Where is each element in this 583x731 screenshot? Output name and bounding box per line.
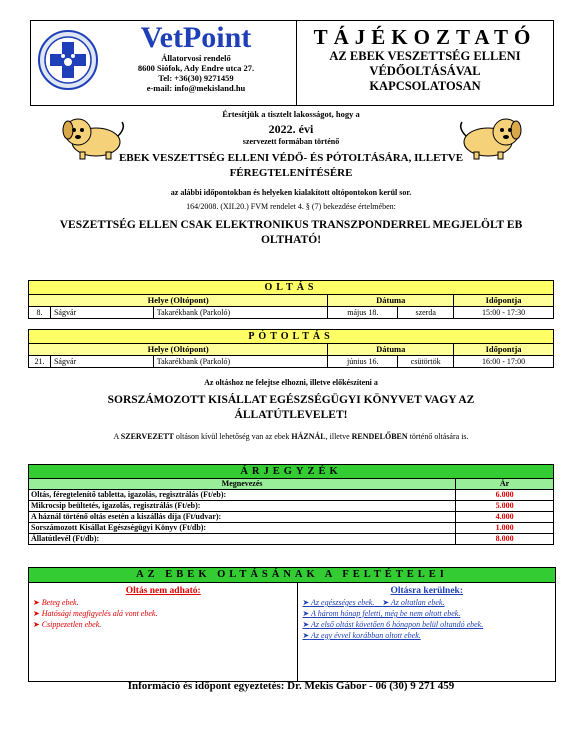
intro-line-4: 164/2008. (XII.20.) FVM rendelet 4. § (7) bekezdése értelmében: [186, 202, 396, 211]
table-row [29, 501, 554, 512]
price-name: Oltás, féregtelenítő tabletta, igazolás, regisztrálás (Ft/eb): [29, 490, 456, 501]
arrow-bullet-icon: ➤ [302, 609, 310, 618]
list-item: ➤ Beteg ebek. [33, 598, 79, 607]
cell-date: június 16. [328, 356, 398, 368]
table-row [29, 523, 554, 534]
cell-date: május 18. [328, 307, 398, 319]
price-name: Sorszámozott Kisállat Egészségügyi Könyv (Ft/db): [29, 523, 456, 534]
arrow-bullet-icon: ➤ [33, 620, 40, 629]
middle-line-2-b1: SZERVEZETT [120, 432, 174, 441]
price-name: Mikrocsip beültetés, igazolás, regisztrálás (Ft/eb): [29, 501, 456, 512]
middle-line-2 [28, 431, 554, 443]
list-item: ➤ Az egy évvel korábban oltott ebek. [302, 631, 421, 640]
table-row [29, 534, 554, 545]
conditions-not-col [29, 583, 298, 681]
potoltas-title: PÓTOLTÁS [29, 330, 554, 344]
intro-heading-2b: OLTHATÓ! [260, 234, 322, 246]
price-value: 1.000 [456, 523, 554, 534]
conditions-not-title: Oltás nem adható: [125, 586, 201, 596]
price-value: 5.000 [456, 501, 554, 512]
price-name: A háznál történő oltás esetén a kiszállás díja (Ft/udvar): [29, 512, 456, 523]
price-value: 4.000 [456, 512, 554, 523]
arrow-bullet-icon: ➤ [302, 620, 310, 629]
conditions-box [28, 567, 556, 682]
list-item: ➤ Csippezetlen ebek. [33, 620, 102, 629]
intro-year: 2022. évi [268, 122, 314, 136]
price-name: Állatútlevél (Ft/db): [29, 534, 456, 545]
cell-place: Takarékbank (Parkoló) [153, 356, 328, 368]
arrow-bullet-icon: ➤ [302, 598, 310, 607]
oltas-title: OLTÁS [29, 281, 554, 295]
footer-contact: Információ és időpont egyeztetés: Dr. Mekis Gábor - 06 (30) 9 271 459 [127, 680, 455, 692]
cell-village: Ságvár [50, 356, 153, 368]
middle-line-2-mid: oltáson kívül lehetőség van az ebek [173, 432, 292, 441]
conditions-yes-title: Oltásra kerülnek: [390, 586, 464, 596]
potoltas-col-place: Helye (Oltópont) [29, 344, 328, 356]
potoltas-col-time: Időpontja [454, 344, 554, 356]
brand-block [101, 23, 291, 93]
intro-heading-1a: EBEK VESZETTSÉG ELLENI VÉDŐ- ÉS PÓTOLTÁSÁRA, ILLETVE [118, 152, 464, 164]
list-item: ➤ Az első oltást követően 6 hónapon belül oltandó ebek. [302, 620, 484, 629]
middle-line-1: Az oltáshoz ne felejtse elhozni, illetve előkészíteni a [204, 378, 378, 387]
intro-heading-2a: VESZETTSÉG ELLEN CSAK ELEKTRONIKUS TRANSZPONDERREL MEGJELÖLT EB [59, 219, 523, 231]
list-item: ➤ A három hónap feletti, még be nem oltott ebek. [302, 609, 461, 618]
arrow-bullet-icon: ➤ [382, 598, 390, 607]
cell-village: Ságvár [50, 307, 153, 319]
intro-heading-1b: FÉREGTELENÍTÉSÉRE [229, 167, 353, 179]
table-row [29, 490, 554, 501]
price-table [28, 464, 554, 545]
oltas-col-time: Időpontja [454, 295, 554, 307]
table-row [29, 307, 554, 319]
doc-title: TÁJÉKOZTATÓ [313, 25, 537, 49]
oltas-col-place: Helye (Oltópont) [29, 295, 328, 307]
conditions-title: AZ EBEK OLTÁSÁNAK A FELTÉTELEI [29, 568, 555, 583]
list-item: ➤ Hatósági megfigyelés alá vont ebek. [33, 609, 158, 618]
table-row [29, 512, 554, 523]
oltas-table [28, 280, 554, 319]
potoltas-col-date: Dátuma [328, 344, 454, 356]
price-value: 6.000 [456, 490, 554, 501]
brand-sub: Állatorvosi rendelő [161, 53, 231, 63]
cell-num: 21. [29, 356, 51, 368]
middle-line-2-post: történő oltására is. [407, 432, 469, 441]
header-right [297, 21, 553, 105]
cell-num: 8. [29, 307, 51, 319]
header-left [31, 21, 297, 105]
cell-time: 16:00 - 17:00 [454, 356, 554, 368]
brand-tel: Tel: +36(30) 9271459 [158, 73, 234, 83]
cell-time: 15:00 - 17:30 [454, 307, 554, 319]
intro-line-2: szervezett formában történő [242, 137, 340, 146]
price-title: ÁRJEGYZÉK [29, 465, 554, 479]
arrow-bullet-icon: ➤ [302, 631, 310, 640]
cell-day: csütörtök [398, 356, 454, 368]
oltas-col-date: Dátuma [328, 295, 454, 307]
price-col-price: Ár [456, 479, 554, 490]
intro-line-1: Értesítjük a tisztelt lakosságot, hogy a [222, 109, 360, 119]
vet-cross-logo-icon [37, 29, 99, 91]
table-row [29, 356, 554, 368]
potoltas-table [28, 329, 554, 368]
doc-subtitle-2: VÉDŐOLTÁSÁVAL [369, 64, 481, 78]
price-col-name: Megnevezés [29, 479, 456, 490]
middle-line-2-b2: HÁZNÁL [291, 432, 326, 441]
cell-place: Takarékbank (Parkoló) [153, 307, 328, 319]
conditions-yes-col [298, 583, 555, 681]
middle-line-2-b3: RENDELŐBEN [351, 432, 408, 441]
arrow-bullet-icon: ➤ [33, 598, 40, 607]
cell-day: szerda [398, 307, 454, 319]
intro-line-3: az alábbi időpontokban és helyeken kialakított oltópontokon kerül sor. [170, 188, 412, 197]
brand-name: VetPoint [140, 21, 252, 54]
arrow-bullet-icon: ➤ [33, 609, 40, 618]
intro-block [30, 108, 552, 248]
brand-email: e-mail: info@mekisland.hu [146, 83, 246, 93]
brand-address: 8600 Siófok, Ady Endre utca 27. [137, 63, 255, 73]
middle-heading-b: ÁLLATÚTLEVELET! [234, 409, 348, 421]
doc-subtitle-1: AZ EBEK VESZETTSÉG ELLENI [329, 49, 521, 63]
middle-line-2-mid2: , illetve [325, 432, 352, 441]
price-value: 8.000 [456, 534, 554, 545]
middle-block [28, 377, 554, 443]
list-item: ➤ Az egészséges ebek. ➤ Az oltatlan ebek. [302, 598, 445, 607]
doc-subtitle-3: KAPCSOLATOSAN [369, 79, 481, 93]
middle-line-2-pre: A [113, 432, 121, 441]
middle-heading-a: SORSZÁMOZOTT KISÁLLAT EGÉSZSÉGÜGYI KÖNYVET VAGY AZ [107, 394, 475, 406]
header-box [30, 20, 554, 106]
